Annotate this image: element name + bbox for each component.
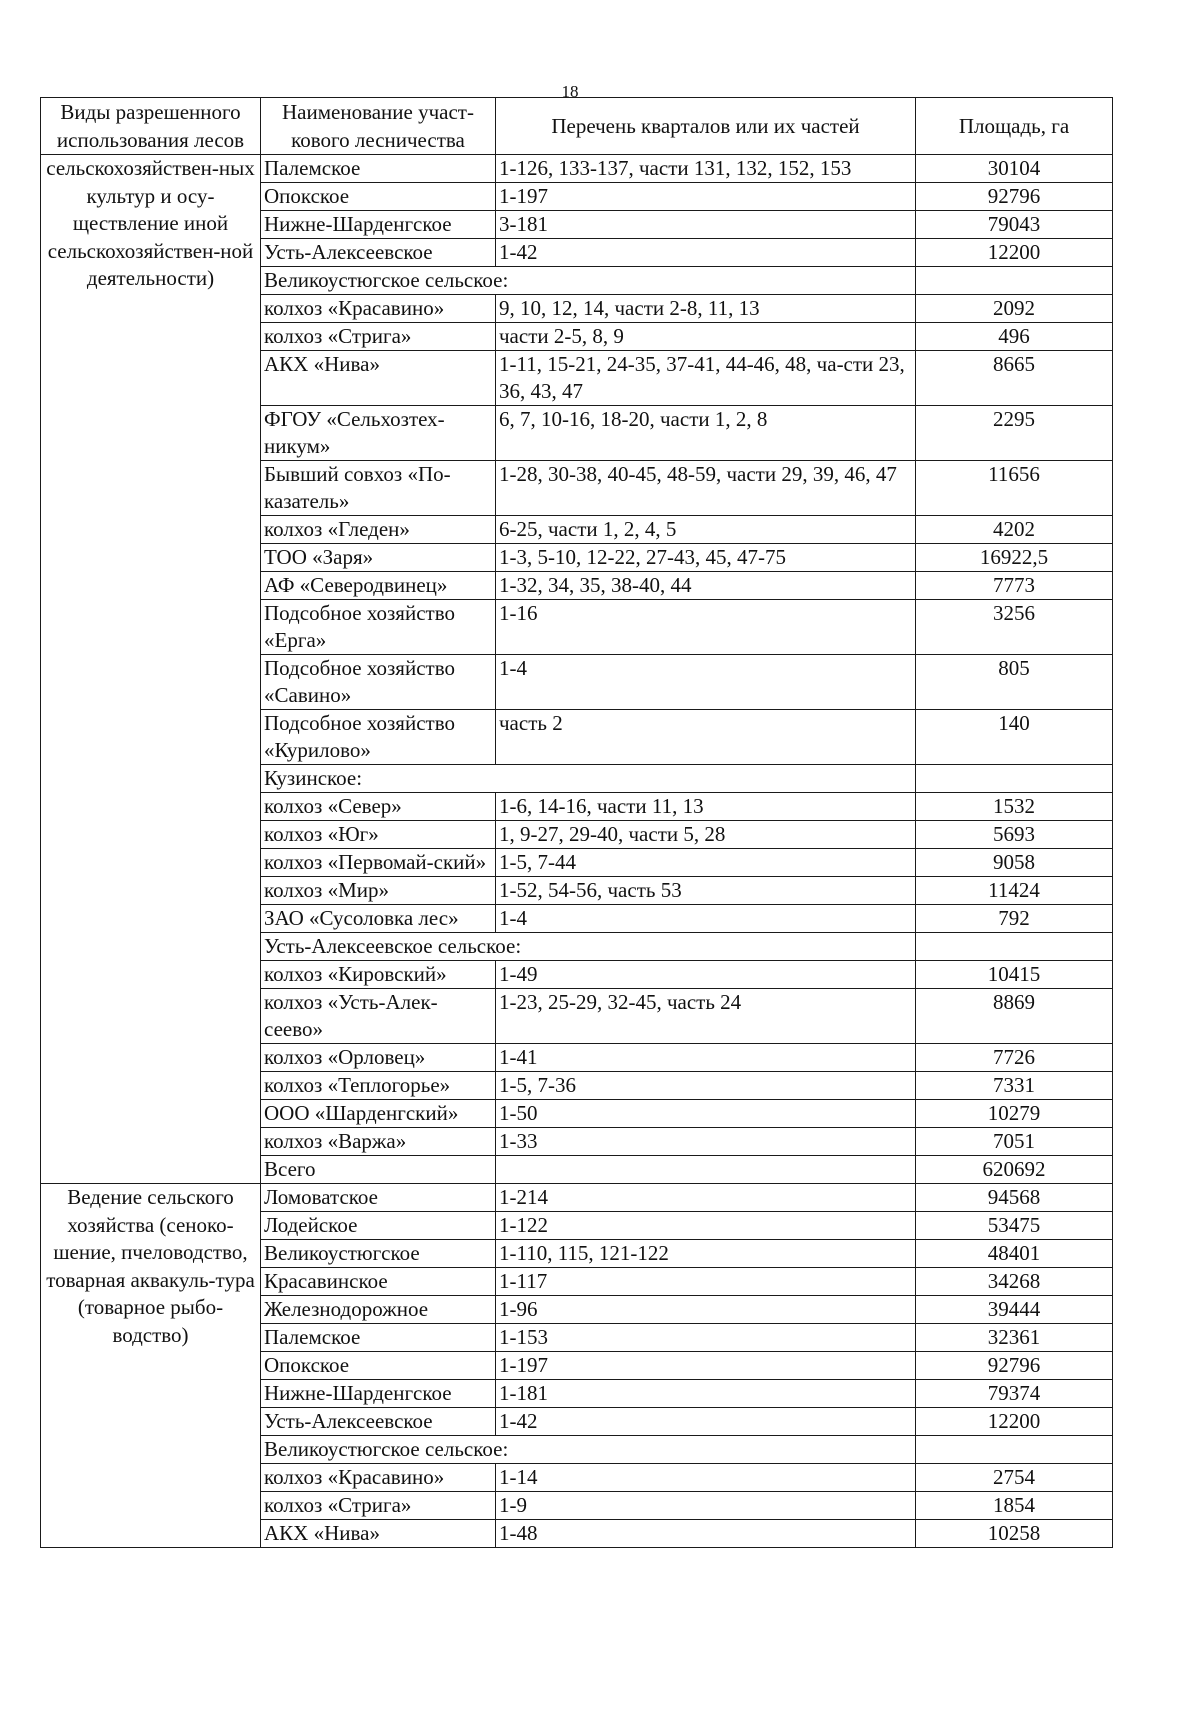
quarters-cell: 1-181 (496, 1380, 916, 1408)
area-cell: 1532 (916, 793, 1113, 821)
table-row (41, 1184, 1113, 1212)
quarters-cell: 6-25, части 1, 2, 4, 5 (496, 516, 916, 544)
forestry-name-cell: Подсобное хозяйство «Савино» (261, 655, 496, 710)
quarters-cell: 1-52, 54-56, часть 53 (496, 877, 916, 905)
area-cell: 11656 (916, 461, 1113, 516)
area-cell: 805 (916, 655, 1113, 710)
quarters-cell: 1-5, 7-44 (496, 849, 916, 877)
area-cell: 53475 (916, 1212, 1113, 1240)
area-cell: 30104 (916, 155, 1113, 183)
forestry-name-cell: Опокское (261, 1352, 496, 1380)
quarters-cell (496, 1156, 916, 1184)
forestry-name-cell: АКХ «Нива» (261, 1520, 496, 1548)
quarters-cell: 1-50 (496, 1100, 916, 1128)
forestry-name-cell: колхоз «Кировский» (261, 961, 496, 989)
quarters-cell: 1-3, 5-10, 12-22, 27-43, 45, 47-75 (496, 544, 916, 572)
forestry-name-cell: колхоз «Стрига» (261, 323, 496, 351)
quarters-cell: 1, 9-27, 29-40, части 5, 28 (496, 821, 916, 849)
area-cell: 8869 (916, 989, 1113, 1044)
section-heading: Великоустюгское сельское: (261, 267, 916, 295)
quarters-cell: 1-4 (496, 655, 916, 710)
area-cell: 48401 (916, 1240, 1113, 1268)
forestry-name-cell: колхоз «Красавино» (261, 1464, 496, 1492)
quarters-cell: 1-126, 133-137, части 131, 132, 152, 153 (496, 155, 916, 183)
quarters-cell: 1-49 (496, 961, 916, 989)
forestry-name-cell: ЗАО «Сусоловка лес» (261, 905, 496, 933)
quarters-cell: 1-214 (496, 1184, 916, 1212)
area-cell: 1854 (916, 1492, 1113, 1520)
forestry-name-cell: колхоз «Стрига» (261, 1492, 496, 1520)
area-cell: 9058 (916, 849, 1113, 877)
area-cell: 496 (916, 323, 1113, 351)
area-cell: 7051 (916, 1128, 1113, 1156)
area-cell: 12200 (916, 1408, 1113, 1436)
area-cell: 140 (916, 710, 1113, 765)
area-cell: 792 (916, 905, 1113, 933)
forestry-name-cell: Подсобное хозяйство «Курилово» (261, 710, 496, 765)
quarters-cell: 1-96 (496, 1296, 916, 1324)
quarters-cell: 1-117 (496, 1268, 916, 1296)
forestry-name-cell: Всего (261, 1156, 496, 1184)
forestry-name-cell: Лодейское (261, 1212, 496, 1240)
area-cell (916, 267, 1113, 295)
quarters-cell: 1-6, 14-16, части 11, 13 (496, 793, 916, 821)
forestry-name-cell: колхоз «Варжа» (261, 1128, 496, 1156)
forestry-name-cell: Бывший совхоз «По-казатель» (261, 461, 496, 516)
area-cell: 7773 (916, 572, 1113, 600)
forestry-name-cell: Палемское (261, 155, 496, 183)
forestry-name-cell: колхоз «Орловец» (261, 1044, 496, 1072)
forestry-name-cell: Подсобное хозяйство «Ерга» (261, 600, 496, 655)
area-cell: 79374 (916, 1380, 1113, 1408)
quarters-cell: 1-42 (496, 1408, 916, 1436)
header-quarters: Перечень кварталов или их частей (496, 98, 916, 155)
area-cell: 10415 (916, 961, 1113, 989)
forestry-name-cell: Ломоватское (261, 1184, 496, 1212)
area-cell: 2092 (916, 295, 1113, 323)
quarters-cell: 6, 7, 10-16, 18-20, части 1, 2, 8 (496, 406, 916, 461)
forestry-name-cell: Нижне-Шарденгское (261, 211, 496, 239)
quarters-cell: 1-197 (496, 183, 916, 211)
forestry-use-table (40, 97, 1113, 1548)
quarters-cell: 1-4 (496, 905, 916, 933)
quarters-cell: 1-23, 25-29, 32-45, часть 24 (496, 989, 916, 1044)
quarters-cell: 9, 10, 12, 14, части 2-8, 11, 13 (496, 295, 916, 323)
header-use-type: Виды разрешенного использования лесов (41, 98, 261, 155)
area-cell: 2754 (916, 1464, 1113, 1492)
area-cell: 7726 (916, 1044, 1113, 1072)
area-cell: 92796 (916, 183, 1113, 211)
forestry-name-cell: колхоз «Первомай-ский» (261, 849, 496, 877)
forestry-name-cell: Великоустюгское (261, 1240, 496, 1268)
forestry-name-cell: Опокское (261, 183, 496, 211)
table-row (41, 155, 1113, 183)
area-cell: 34268 (916, 1268, 1113, 1296)
header-area: Площадь, га (916, 98, 1113, 155)
area-cell: 39444 (916, 1296, 1113, 1324)
quarters-cell: 1-11, 15-21, 24-35, 37-41, 44-46, 48, ча-сти 23, 36, 43, 47 (496, 351, 916, 406)
area-cell: 3256 (916, 600, 1113, 655)
forestry-name-cell: ООО «Шарденгский» (261, 1100, 496, 1128)
quarters-cell: 1-48 (496, 1520, 916, 1548)
quarters-cell: 1-28, 30-38, 40-45, 48-59, части 29, 39, 46, 47 (496, 461, 916, 516)
forestry-name-cell: колхоз «Север» (261, 793, 496, 821)
header-forestry: Наименование участ-кового лесничества (261, 98, 496, 155)
area-cell (916, 765, 1113, 793)
area-cell: 7331 (916, 1072, 1113, 1100)
section-heading: Великоустюгское сельское: (261, 1436, 916, 1464)
forestry-name-cell: АФ «Северодвинец» (261, 572, 496, 600)
forestry-name-cell: Палемское (261, 1324, 496, 1352)
quarters-cell: 1-9 (496, 1492, 916, 1520)
quarters-cell: 1-42 (496, 239, 916, 267)
area-cell: 10258 (916, 1520, 1113, 1548)
forestry-name-cell: Усть-Алексеевское (261, 239, 496, 267)
area-cell: 12200 (916, 239, 1113, 267)
quarters-cell: 1-110, 115, 121-122 (496, 1240, 916, 1268)
quarters-cell: 1-41 (496, 1044, 916, 1072)
area-cell: 8665 (916, 351, 1113, 406)
forestry-name-cell: колхоз «Теплогорье» (261, 1072, 496, 1100)
section-heading: Усть-Алексеевское сельское: (261, 933, 916, 961)
forestry-name-cell: АКХ «Нива» (261, 351, 496, 406)
forestry-name-cell: Нижне-Шарденгское (261, 1380, 496, 1408)
area-cell: 94568 (916, 1184, 1113, 1212)
table-body (41, 155, 1113, 1548)
page-number: 18 (561, 82, 579, 101)
area-cell: 11424 (916, 877, 1113, 905)
quarters-cell: 3-181 (496, 211, 916, 239)
forestry-name-cell: Усть-Алексеевское (261, 1408, 496, 1436)
quarters-cell: часть 2 (496, 710, 916, 765)
use-type-cell: сельскохозяйствен-ных культур и осу-ществление иной сельскохозяйствен-ной деятельности) (41, 155, 261, 1184)
area-cell: 4202 (916, 516, 1113, 544)
quarters-cell: 1-32, 34, 35, 38-40, 44 (496, 572, 916, 600)
quarters-cell: 1-153 (496, 1324, 916, 1352)
area-cell (916, 933, 1113, 961)
quarters-cell: 1-33 (496, 1128, 916, 1156)
quarters-cell: 1-16 (496, 600, 916, 655)
use-type-cell: Ведение сельского хозяйства (сеноко-шение, пчеловодство, товарная аквакуль-тура (товарное рыбо-водство) (41, 1184, 261, 1548)
area-cell (916, 1436, 1113, 1464)
area-cell: 10279 (916, 1100, 1113, 1128)
header-row (41, 98, 1113, 155)
quarters-cell: 1-14 (496, 1464, 916, 1492)
quarters-cell: 1-5, 7-36 (496, 1072, 916, 1100)
forestry-name-cell: колхоз «Красавино» (261, 295, 496, 323)
forestry-name-cell: Железнодорожное (261, 1296, 496, 1324)
quarters-cell: 1-197 (496, 1352, 916, 1380)
area-cell: 79043 (916, 211, 1113, 239)
forestry-name-cell: ФГОУ «Сельхозтех-никум» (261, 406, 496, 461)
area-cell: 92796 (916, 1352, 1113, 1380)
quarters-cell: части 2-5, 8, 9 (496, 323, 916, 351)
forestry-name-cell: колхоз «Гледен» (261, 516, 496, 544)
area-cell: 32361 (916, 1324, 1113, 1352)
quarters-cell: 1-122 (496, 1212, 916, 1240)
section-heading: Кузинское: (261, 765, 916, 793)
forestry-name-cell: колхоз «Мир» (261, 877, 496, 905)
forestry-name-cell: Красавинское (261, 1268, 496, 1296)
area-cell: 5693 (916, 821, 1113, 849)
forestry-name-cell: колхоз «Юг» (261, 821, 496, 849)
area-cell: 2295 (916, 406, 1113, 461)
forestry-name-cell: ТОО «Заря» (261, 544, 496, 572)
area-cell: 620692 (916, 1156, 1113, 1184)
area-cell: 16922,5 (916, 544, 1113, 572)
forestry-name-cell: колхоз «Усть-Алек-сеево» (261, 989, 496, 1044)
